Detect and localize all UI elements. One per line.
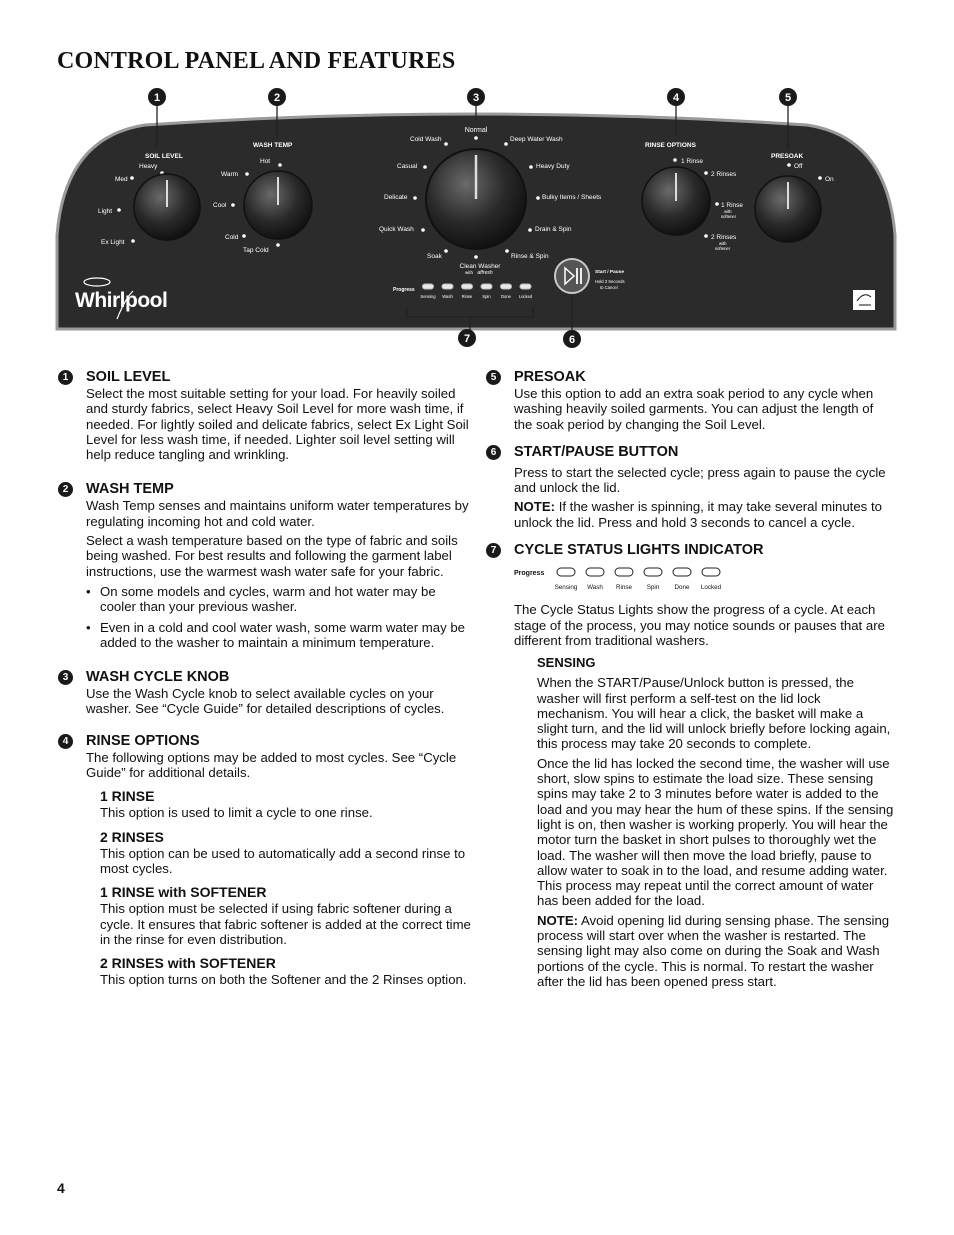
sensing-text-1: When the START/Pause/Unlock button is pressed, the washer will first perform a self-test on the lid lock mechanism. You will hear a click, the basket will make a slight turn, and the lid will unlock briefly before locking again, this process may take 20 seconds to complete. bbox=[537, 675, 891, 752]
page-number: 4 bbox=[57, 1180, 65, 1196]
wash-temp-heading: WASH TEMP bbox=[86, 481, 174, 498]
status-light-sensing bbox=[557, 568, 575, 576]
status-light-label-sensing: Sensing bbox=[554, 584, 578, 592]
temp-option-tap-cold: Tap Cold bbox=[243, 247, 269, 254]
rinse-option-2: 2 Rinses bbox=[711, 171, 737, 178]
section-wash-temp bbox=[62, 481, 472, 650]
rinse-options-heading: RINSE OPTIONS bbox=[86, 732, 200, 749]
start-pause-text: Press to start the selected cycle; press again to pause the cycle and unlock the lid. bbox=[514, 464, 886, 496]
wash-temp-bullets bbox=[86, 584, 472, 650]
cycle-option-soak: Soak bbox=[427, 253, 442, 260]
section-cycle-status bbox=[490, 542, 894, 989]
soil-option-light: Light bbox=[98, 208, 113, 215]
rinse-option-2-with: with bbox=[719, 241, 727, 246]
cycle-option-drain-spin: Drain & Spin bbox=[535, 226, 572, 233]
soil-option-med: Med bbox=[115, 176, 128, 183]
rinse-1-softener-heading: 1 RINSE with SOFTENER bbox=[100, 884, 267, 901]
page-title: CONTROL PANEL AND FEATURES bbox=[57, 48, 456, 74]
status-light-label-done: Done bbox=[500, 294, 512, 299]
cycle-option-cold-wash: Cold Wash bbox=[410, 136, 442, 143]
rinse-option-1: 1 Rinse bbox=[681, 158, 704, 165]
cycle-status-text: The Cycle Status Lights show the progress of a cycle. At each stage of the process, you may notice sounds or pauses that are different from traditional washers. bbox=[514, 602, 885, 648]
brand-wordmark: Whirlpool bbox=[75, 289, 168, 312]
section-number-6: 6 bbox=[486, 445, 501, 460]
status-light-label-wash: Wash bbox=[442, 294, 453, 299]
callout-4: 4 bbox=[672, 92, 680, 104]
callout-1: 1 bbox=[153, 92, 161, 104]
progress-strip-illustration bbox=[514, 567, 894, 596]
presoak-option-off: Off bbox=[794, 163, 803, 170]
cycle-option-quick-wash: Quick Wash bbox=[379, 226, 414, 233]
cycle-option-with: with bbox=[464, 270, 474, 275]
callout-5: 5 bbox=[784, 92, 792, 104]
presoak-heading: PRESOAK bbox=[514, 369, 586, 385]
rinse-options-label: RINSE OPTIONS bbox=[645, 142, 696, 149]
section-number-7: 7 bbox=[486, 543, 501, 558]
status-light-locked bbox=[520, 284, 531, 289]
list-item: • Even in a cold and cool water wash, some warm water may be added to the washer to maintain a minimum temperature. bbox=[86, 620, 472, 651]
status-light-label-done: Done bbox=[674, 584, 690, 592]
section-soil-level bbox=[62, 369, 472, 463]
rinse-2-heading: 2 RINSES bbox=[100, 828, 164, 845]
callout-7: 7 bbox=[463, 333, 471, 345]
list-item: • On some models and cycles, warm and hot water may be cooler than your previous washer. bbox=[86, 584, 472, 615]
soil-level-label: SOIL LEVEL bbox=[145, 153, 183, 160]
temp-option-warm: Warm bbox=[221, 171, 239, 178]
rinse-option-2-softener: 2 Rinses bbox=[711, 234, 737, 241]
status-light-label-locked: Locked bbox=[700, 584, 722, 592]
temp-option-hot: Hot bbox=[260, 158, 271, 165]
note-label: NOTE: bbox=[514, 499, 556, 515]
presoak-label: PRESOAK bbox=[771, 153, 804, 160]
soil-level-heading: SOIL LEVEL bbox=[86, 369, 171, 385]
rinse-option-1-with: with bbox=[724, 209, 732, 214]
status-light-done bbox=[501, 284, 512, 289]
status-light-done bbox=[673, 568, 691, 576]
rinse-1-heading: 1 RINSE bbox=[100, 788, 155, 805]
start-pause-heading: START/PAUSE BUTTON bbox=[514, 443, 679, 460]
soil-option-heavy: Heavy bbox=[139, 163, 158, 170]
wash-temp-text-2: Select a wash temperature based on the type of fabric and soils being washed. For best results and following the garment label instructions, use the warmest wash water safe for your fabric. bbox=[86, 533, 458, 579]
status-light-spin bbox=[481, 284, 492, 289]
start-pause-hint-1: Hold 3 Seconds bbox=[595, 279, 625, 284]
wash-cycle-knob-text: Use the Wash Cycle knob to select available cycles on your washer. See “Cycle Guide” for detailed descriptions of cycles. bbox=[86, 686, 445, 717]
section-start-pause bbox=[490, 443, 894, 530]
sensing-note bbox=[537, 913, 894, 989]
rinse-1-text: This option is used to limit a cycle to one rinse. bbox=[100, 805, 373, 821]
temp-option-cool: Cool bbox=[213, 202, 227, 209]
cycle-option-bulky-items: Bulky Items / Sheets bbox=[542, 194, 602, 201]
progress-strip-label: Progress bbox=[514, 570, 545, 578]
soil-option-ex-light: Ex Light bbox=[101, 239, 125, 246]
control-panel-svg bbox=[55, 85, 897, 350]
cycle-option-rinse-spin: Rinse & Spin bbox=[511, 253, 549, 260]
status-light-wash bbox=[442, 284, 453, 289]
temp-option-cold: Cold bbox=[225, 234, 239, 241]
progress-strip-svg bbox=[514, 567, 754, 593]
note-label: NOTE: bbox=[537, 912, 579, 928]
status-light-label-spin: Spin bbox=[646, 584, 660, 592]
status-light-label-rinse: Rinse bbox=[615, 584, 633, 592]
status-light-locked bbox=[702, 568, 720, 576]
section-number-3: 3 bbox=[58, 670, 73, 685]
rinse-option-2-softener-word: softener bbox=[715, 246, 731, 251]
presoak-text: Use this option to add an extra soak period to any cycle when washing heavily soiled garments. You can adjust the length of the soak period by changing the Soil Level. bbox=[514, 386, 874, 432]
cycle-option-heavy-duty: Heavy Duty bbox=[536, 163, 570, 170]
section-number-1: 1 bbox=[58, 370, 73, 385]
energy-star-icon bbox=[853, 290, 875, 310]
rinse-options-text: The following options may be added to most cycles. See “Cycle Guide” for additional details. bbox=[86, 749, 457, 781]
status-light-rinse bbox=[462, 284, 473, 289]
start-pause-note bbox=[514, 499, 894, 530]
rinse-option-1-softener-word: softener bbox=[721, 214, 737, 219]
soil-level-text: Select the most suitable setting for your load. For heavily soiled and sturdy fabrics, select Heavy Soil Level for more wash time, if needed. For lightly soiled and delicate fabrics, select Ex Light Soil Level for less wash time, if needed. Lighter soil level setting will help reduce tangling and wrinkling. bbox=[86, 386, 469, 463]
start-pause-label: Start / Pause bbox=[595, 270, 625, 275]
status-light-label-rinse: Rinse bbox=[461, 294, 473, 299]
cycle-option-normal: Normal bbox=[464, 127, 488, 134]
control-panel-illustration bbox=[55, 85, 897, 350]
rinse-1-softener-text: This option must be selected if using fabric softener during a cycle. It ensures that fabric softener is added at the correct time in the rinse for even distribution. bbox=[100, 901, 471, 947]
cycle-option-delicate: Delicate bbox=[384, 194, 408, 201]
rinse-option-1-softener: 1 Rinse bbox=[721, 202, 744, 209]
callout-2: 2 bbox=[273, 92, 281, 104]
progress-label: Progress bbox=[393, 287, 415, 293]
rinse-2-text: This option can be used to automatically add a second rinse to most cycles. bbox=[100, 845, 466, 876]
status-light-label-spin: Spin bbox=[482, 294, 491, 299]
status-light-label-wash: Wash bbox=[587, 584, 603, 592]
callout-3: 3 bbox=[472, 92, 480, 104]
rinse-2-softener-heading: 2 RINSES with SOFTENER bbox=[100, 955, 276, 972]
section-rinse-options bbox=[62, 732, 472, 988]
sensing-heading: SENSING bbox=[537, 655, 596, 671]
section-wash-cycle-knob bbox=[62, 669, 472, 717]
sensing-text-2: Once the lid has locked the second time, the washer will use short, slow spins to estimate the load size. These sensing spins may take 2 to 3 minutes before water is added to the load and you may hear the hum of these spins. If the sensing light is on, then washer is working properly. You will hear the motor turn the basket in short pulses to thoroughly wet the load. The washer will then move the load briefly, pause to allow water to soak in to the load, and resume adding water. This process may repeat until the correct amount of water has been added for the load. bbox=[537, 755, 894, 909]
status-light-label-locked: Locked bbox=[518, 294, 533, 299]
section-number-4: 4 bbox=[58, 734, 73, 749]
rinse-2-softener-text: This option turns on both the Softener and the 2 Rinses option. bbox=[100, 972, 467, 988]
presoak-option-on: On bbox=[825, 176, 834, 183]
cycle-option-deep-water-wash: Deep Water Wash bbox=[510, 136, 563, 143]
section-number-5: 5 bbox=[486, 370, 501, 385]
affresh-logo: affresh bbox=[477, 270, 493, 276]
wash-temp-text-1: Wash Temp senses and maintains uniform water temperatures by regulating incoming hot and cold water. bbox=[86, 498, 469, 529]
cycle-option-clean-washer: Clean Washer bbox=[459, 263, 501, 270]
wash-cycle-knob-heading: WASH CYCLE KNOB bbox=[86, 669, 230, 686]
status-light-wash bbox=[586, 568, 604, 576]
status-light-label-sensing: Sensing bbox=[420, 294, 436, 299]
note-text: If the washer is spinning, it may take several minutes to unlock the lid. Press and hold 3 seconds to cancel a cycle. bbox=[514, 499, 882, 530]
start-pause-hint-2: to Cancel bbox=[600, 285, 618, 290]
status-light-rinse bbox=[615, 568, 633, 576]
callout-6: 6 bbox=[568, 334, 576, 346]
section-presoak bbox=[490, 369, 894, 432]
start-pause-button[interactable] bbox=[555, 259, 589, 293]
cycle-option-casual: Casual bbox=[397, 163, 418, 170]
cycle-status-heading: CYCLE STATUS LIGHTS INDICATOR bbox=[514, 542, 764, 559]
section-number-2: 2 bbox=[58, 482, 73, 497]
status-light-sensing bbox=[423, 284, 434, 289]
note-text: Avoid opening lid during sensing phase. The sensing process will start over when the washer is restarted. The sensing light may also come on during the Soak and Wash portions of the cycle. This is normal. To restart the washer after the lid has been opened press start. bbox=[537, 912, 890, 989]
status-light-spin bbox=[644, 568, 662, 576]
wash-temp-label: WASH TEMP bbox=[253, 142, 293, 149]
